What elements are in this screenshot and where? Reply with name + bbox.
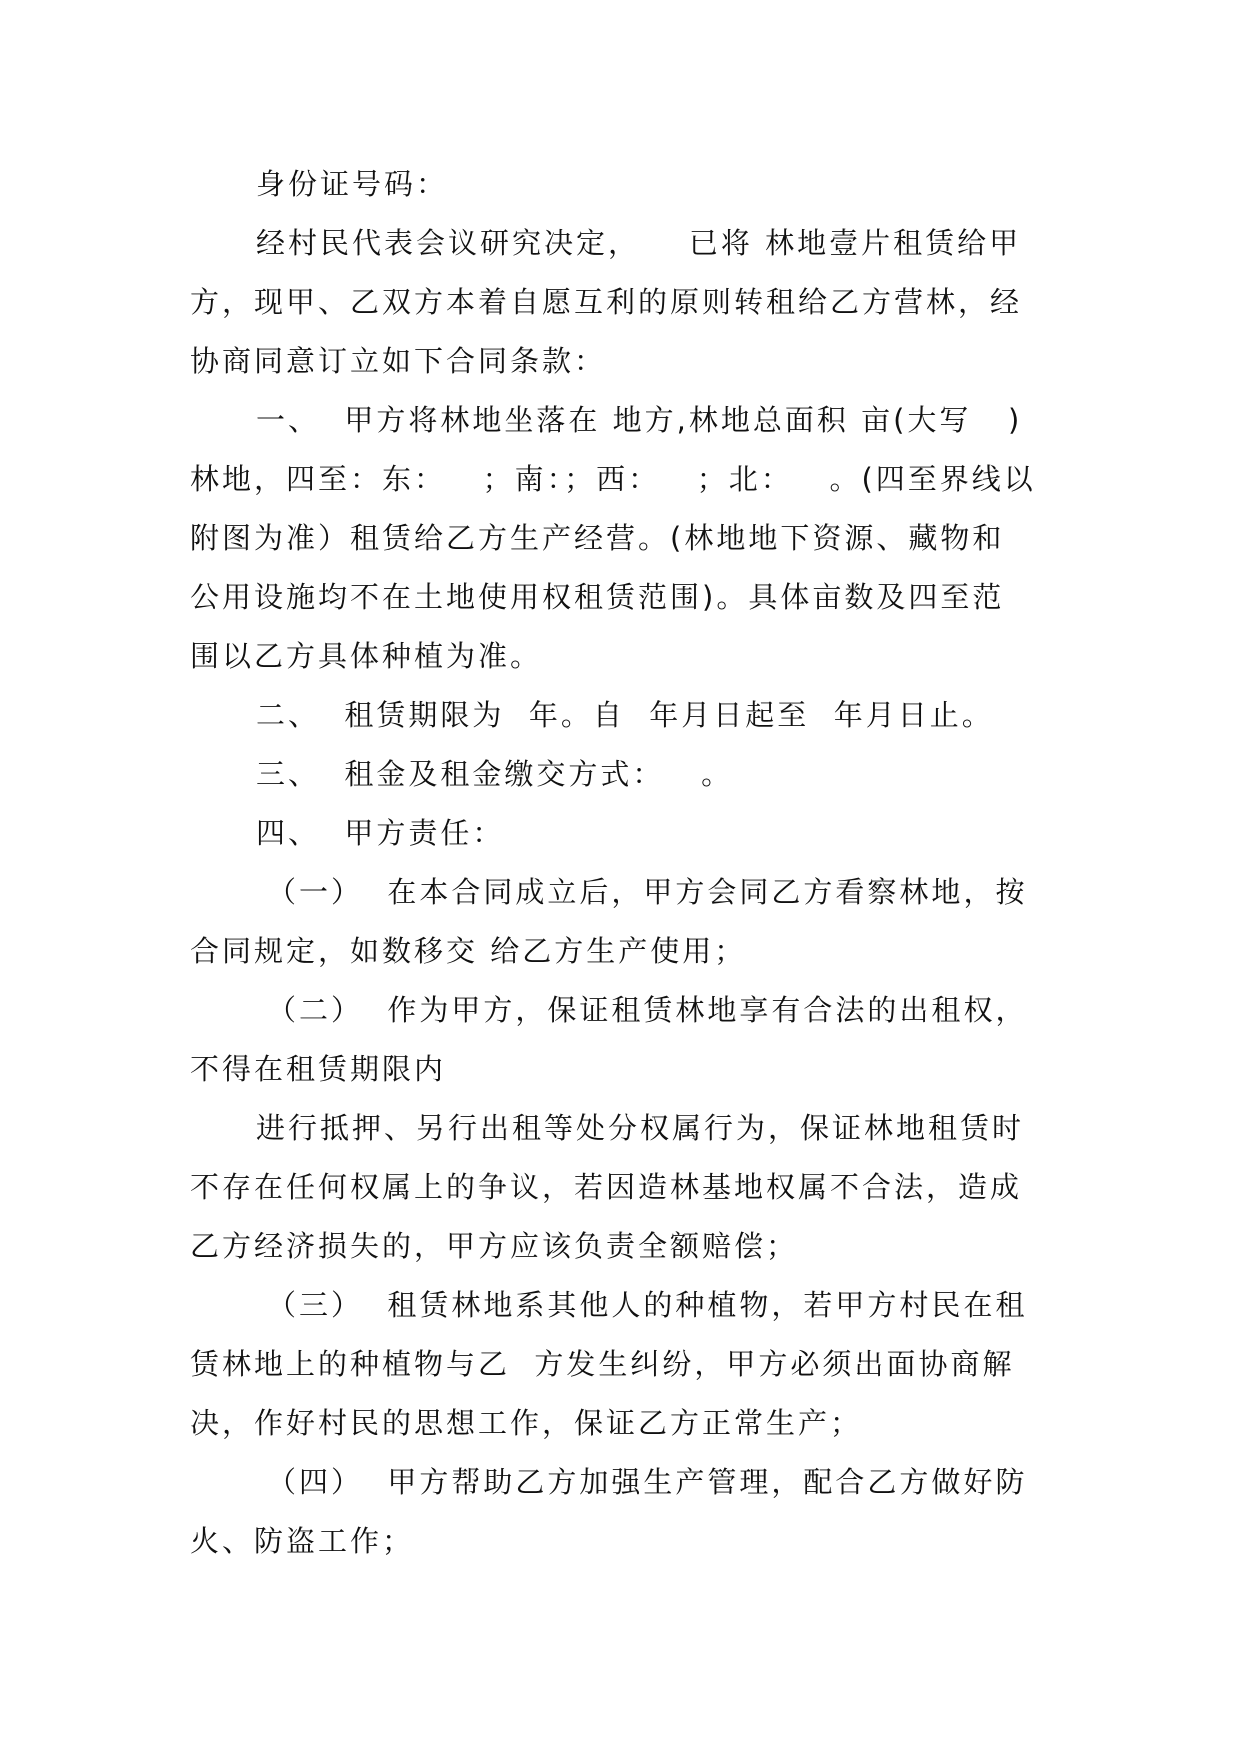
subclause-2-line: （二） 作为甲方，保证租赁林地享有合法的出租权，: [267, 993, 1028, 1027]
clause-1-line: 林地，四至：东： ；南：；西： ；北： 。(四至界线以: [190, 462, 1036, 496]
subclause-2-line: 不得在租赁期限内: [190, 1052, 447, 1086]
subclause-3-line: （三） 租赁林地系其他人的种植物，若甲方村民在租: [267, 1288, 1028, 1322]
paragraph-line: 方，现甲、乙双方本着自愿互利的原则转租给乙方营林，经: [190, 285, 1023, 319]
clause-2-line: 二、 租赁期限为 年。自 年月日起至 年月日止。: [256, 698, 994, 732]
subclause-2-line: 不存在任何权属上的争议，若因造林基地权属不合法，造成: [190, 1170, 1023, 1204]
subclause-4-line: 火、防盗工作；: [190, 1524, 415, 1558]
paragraph-line: 协商同意订立如下合同条款：: [190, 344, 607, 378]
clause-1-line: 围以乙方具体种植为准。: [190, 639, 543, 673]
subclause-4-line: （四） 甲方帮助乙方加强生产管理，配合乙方做好防: [267, 1465, 1028, 1499]
clause-1-line: 附图为准）租赁给乙方生产经营。(林地地下资源、藏物和: [190, 521, 1005, 555]
clause-3-line: 三、 租金及租金缴交方式： 。: [256, 757, 734, 791]
subclause-1-line: 合同规定，如数移交 给乙方生产使用；: [190, 934, 747, 968]
clause-1-line: 公用设施均不在土地使用权租赁范围)。具体亩数及四至范: [190, 580, 1005, 614]
paragraph-line: 经村民代表会议研究决定， 已将 林地壹片租赁给甲: [256, 226, 1022, 260]
clause-1-line: 一、 甲方将林地坐落在 地方,林地总面积 亩(大写 ): [256, 403, 1023, 437]
subclause-2-line: 进行抵押、另行出租等处分权属行为，保证林地租赁时: [256, 1111, 1025, 1145]
subclause-3-line: 决，作好村民的思想工作，保证乙方正常生产；: [190, 1406, 863, 1440]
subclause-3-line: 赁林地上的种植物与乙 方发生纠纷，甲方必须出面协商解: [190, 1347, 1015, 1381]
id-number-line: 身份证号码：: [256, 167, 449, 201]
subclause-1-line: （一） 在本合同成立后，甲方会同乙方看察林地，按: [267, 875, 1028, 909]
contract-body: [190, 155, 1060, 1571]
clause-4-heading: 四、 甲方责任：: [256, 816, 505, 850]
subclause-2-line: 乙方经济损失的，甲方应该负责全额赔偿；: [190, 1229, 799, 1263]
